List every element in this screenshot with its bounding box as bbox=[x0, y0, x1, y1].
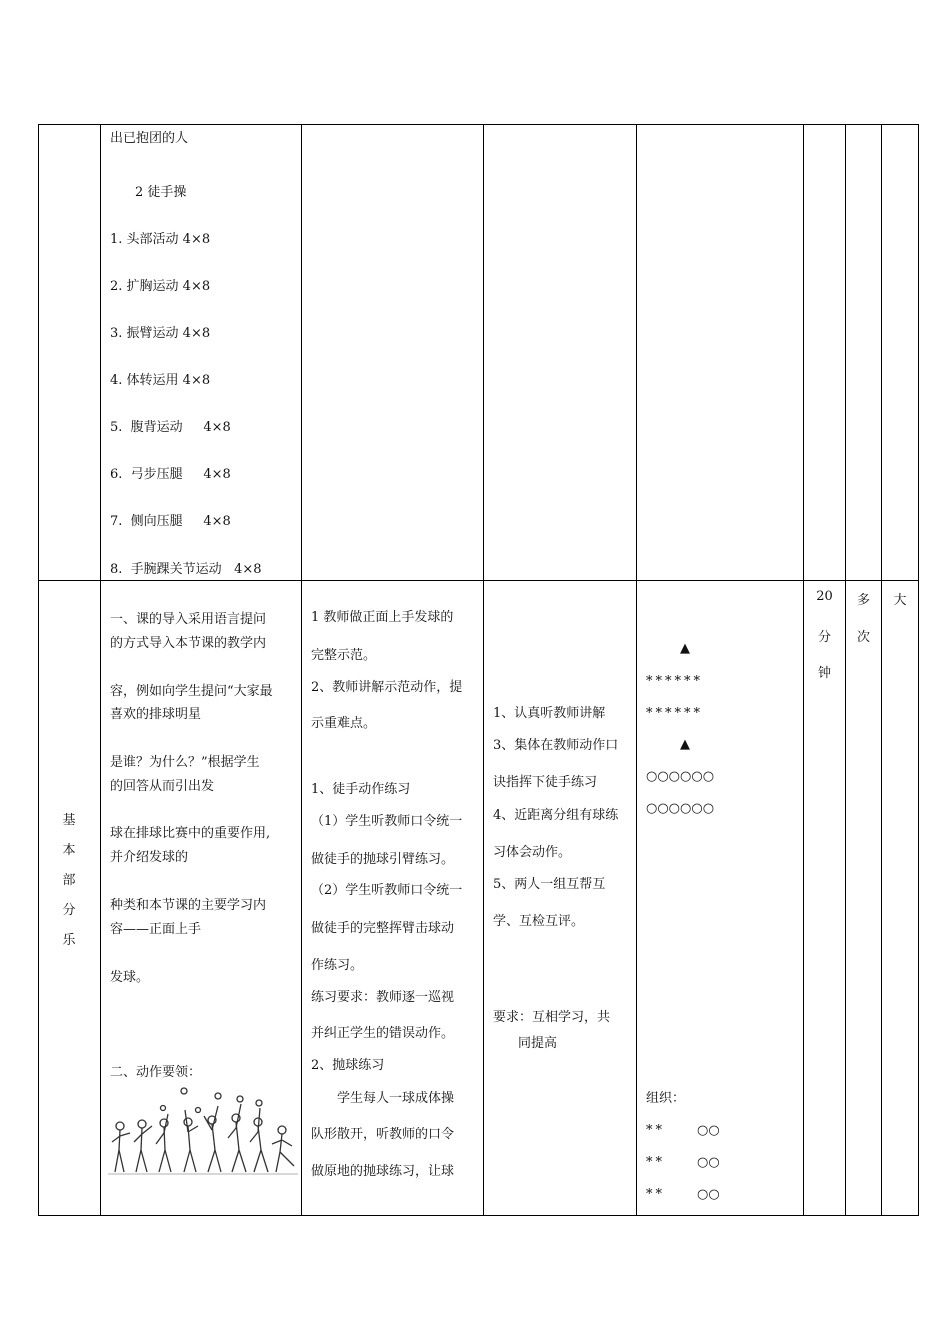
warmup-line: 6. 弓步压腿 4×8 bbox=[110, 467, 231, 482]
student-line: 1、认真听教师讲解 bbox=[493, 706, 606, 721]
student-line: 诀指挥下徒手练习 bbox=[493, 775, 598, 790]
col-line-8 bbox=[918, 124, 919, 1216]
formation-stars-row-2: ****** bbox=[646, 706, 703, 721]
student-line: 习体会动作。 bbox=[493, 845, 572, 860]
pair-circles: ○○ bbox=[697, 1155, 720, 1170]
student-line: 3、集体在教师动作口 bbox=[493, 738, 619, 753]
content-line: 是谁？为什么？”根据学生 bbox=[110, 755, 260, 770]
col-line-7 bbox=[881, 124, 882, 1216]
serve-sequence-illustration bbox=[108, 1086, 298, 1178]
warmup-line: 1. 头部活动 4×8 bbox=[110, 232, 211, 247]
teacher-line: 2、抛球练习 bbox=[311, 1058, 385, 1073]
student-line: 4、近距离分组有球练 bbox=[493, 808, 619, 823]
section-label-char: 部 bbox=[62, 873, 76, 888]
teacher-line: （2）学生听教师口令统一 bbox=[311, 883, 463, 898]
content-line: 的方式导入本节课的教学内 bbox=[110, 636, 267, 651]
col-line-3 bbox=[483, 124, 484, 1216]
pair-stars: ** bbox=[646, 1187, 665, 1202]
warmup-line: 7. 侧向压腿 4×8 bbox=[110, 514, 231, 529]
time-unit-char: 分 bbox=[817, 630, 831, 645]
teacher-line: 学生每人一球成体操 bbox=[337, 1091, 455, 1106]
table-top-border bbox=[38, 124, 919, 125]
teacher-line: 作练习。 bbox=[311, 958, 364, 973]
formation-circles-row-1: ○○○○○○ bbox=[646, 769, 715, 784]
teacher-line: （1）学生听教师口令统一 bbox=[311, 814, 463, 829]
col-line-0 bbox=[38, 124, 39, 1216]
content-line: 球在排球比赛中的重要作用, bbox=[110, 826, 271, 841]
teacher-line: 做徒手的完整挥臂击球动 bbox=[311, 921, 455, 936]
table-bottom-border bbox=[38, 1215, 919, 1216]
teacher-line: 1 教师做正面上手发球的 bbox=[311, 610, 454, 625]
teacher-line: 队形散开，听教师的口令 bbox=[311, 1127, 455, 1142]
count-char: 次 bbox=[856, 630, 870, 645]
teacher-position-triangle: ▲ bbox=[680, 737, 693, 752]
content-line: 种类和本节课的主要学习内 bbox=[110, 898, 267, 913]
student-line: 要求：互相学习，共 bbox=[493, 1010, 611, 1025]
warmup-line: 2 徒手操 bbox=[135, 185, 187, 200]
formation-stars-row-1: ****** bbox=[646, 674, 703, 689]
content-line: 容，例如向学生提问“大家最 bbox=[110, 684, 273, 699]
section-label-char: 基 bbox=[62, 813, 76, 828]
pair-circles: ○○ bbox=[697, 1123, 720, 1138]
teacher-line: 2、教师讲解示范动作，提 bbox=[311, 680, 463, 695]
student-line: 5、两人一组互帮互 bbox=[493, 877, 606, 892]
organization-label: 组织： bbox=[646, 1091, 686, 1106]
content-line: 一、课的导入采用语言提问 bbox=[110, 612, 267, 627]
warmup-line: 出已抱团的人 bbox=[110, 131, 189, 146]
section-label-char: 本 bbox=[62, 843, 76, 858]
pair-circles: ○○ bbox=[697, 1187, 720, 1202]
time-unit-char: 钟 bbox=[817, 666, 831, 681]
teacher-line: 做徒手的抛球引臂练习。 bbox=[311, 852, 455, 867]
time-value: 20 bbox=[816, 589, 833, 604]
student-line: 学、互检互评。 bbox=[493, 914, 585, 929]
teacher-line: 并纠正学生的错误动作。 bbox=[311, 1026, 455, 1041]
teacher-line: 1、徒手动作练习 bbox=[311, 782, 411, 797]
teacher-position-triangle: ▲ bbox=[680, 641, 693, 656]
warmup-line: 3. 振臂运动 4×8 bbox=[110, 326, 211, 341]
pair-stars: ** bbox=[646, 1123, 665, 1138]
teacher-line: 练习要求：教师逐一巡视 bbox=[311, 990, 455, 1005]
section-label-char: 分 bbox=[62, 903, 76, 918]
warmup-line: 4. 体转运用 4×8 bbox=[110, 373, 211, 388]
col-line-4 bbox=[636, 124, 637, 1216]
warmup-line: 2. 扩胸运动 4×8 bbox=[110, 279, 211, 294]
section-label-char: 乐 bbox=[62, 933, 76, 948]
row-divider bbox=[38, 580, 919, 581]
warmup-line: 5. 腹背运动 4×8 bbox=[110, 420, 231, 435]
content-line: 发球。 bbox=[110, 970, 150, 985]
content-line: 容——正面上手 bbox=[110, 922, 202, 937]
content-line: 喜欢的排球明星 bbox=[110, 707, 202, 722]
pair-stars: ** bbox=[646, 1155, 665, 1170]
section-label bbox=[59, 806, 79, 956]
warmup-line: 8. 手腕踝关节运动 4×8 bbox=[110, 562, 262, 577]
col-line-1 bbox=[100, 124, 101, 1216]
intensity-value: 大 bbox=[893, 593, 907, 608]
col-line-2 bbox=[301, 124, 302, 1216]
teacher-line: 做原地的抛球练习，让球 bbox=[311, 1164, 455, 1179]
teacher-line: 示重难点。 bbox=[311, 716, 377, 731]
content-line: 并介绍发球的 bbox=[110, 850, 189, 865]
content-line: 二、动作要领： bbox=[110, 1065, 202, 1080]
formation-circles-row-2: ○○○○○○ bbox=[646, 801, 715, 816]
teacher-line: 完整示范。 bbox=[311, 648, 377, 663]
student-line: 同提高 bbox=[518, 1036, 558, 1051]
col-line-6 bbox=[845, 124, 846, 1216]
content-line: 的回答从而引出发 bbox=[110, 779, 215, 794]
count-char: 多 bbox=[856, 593, 870, 608]
